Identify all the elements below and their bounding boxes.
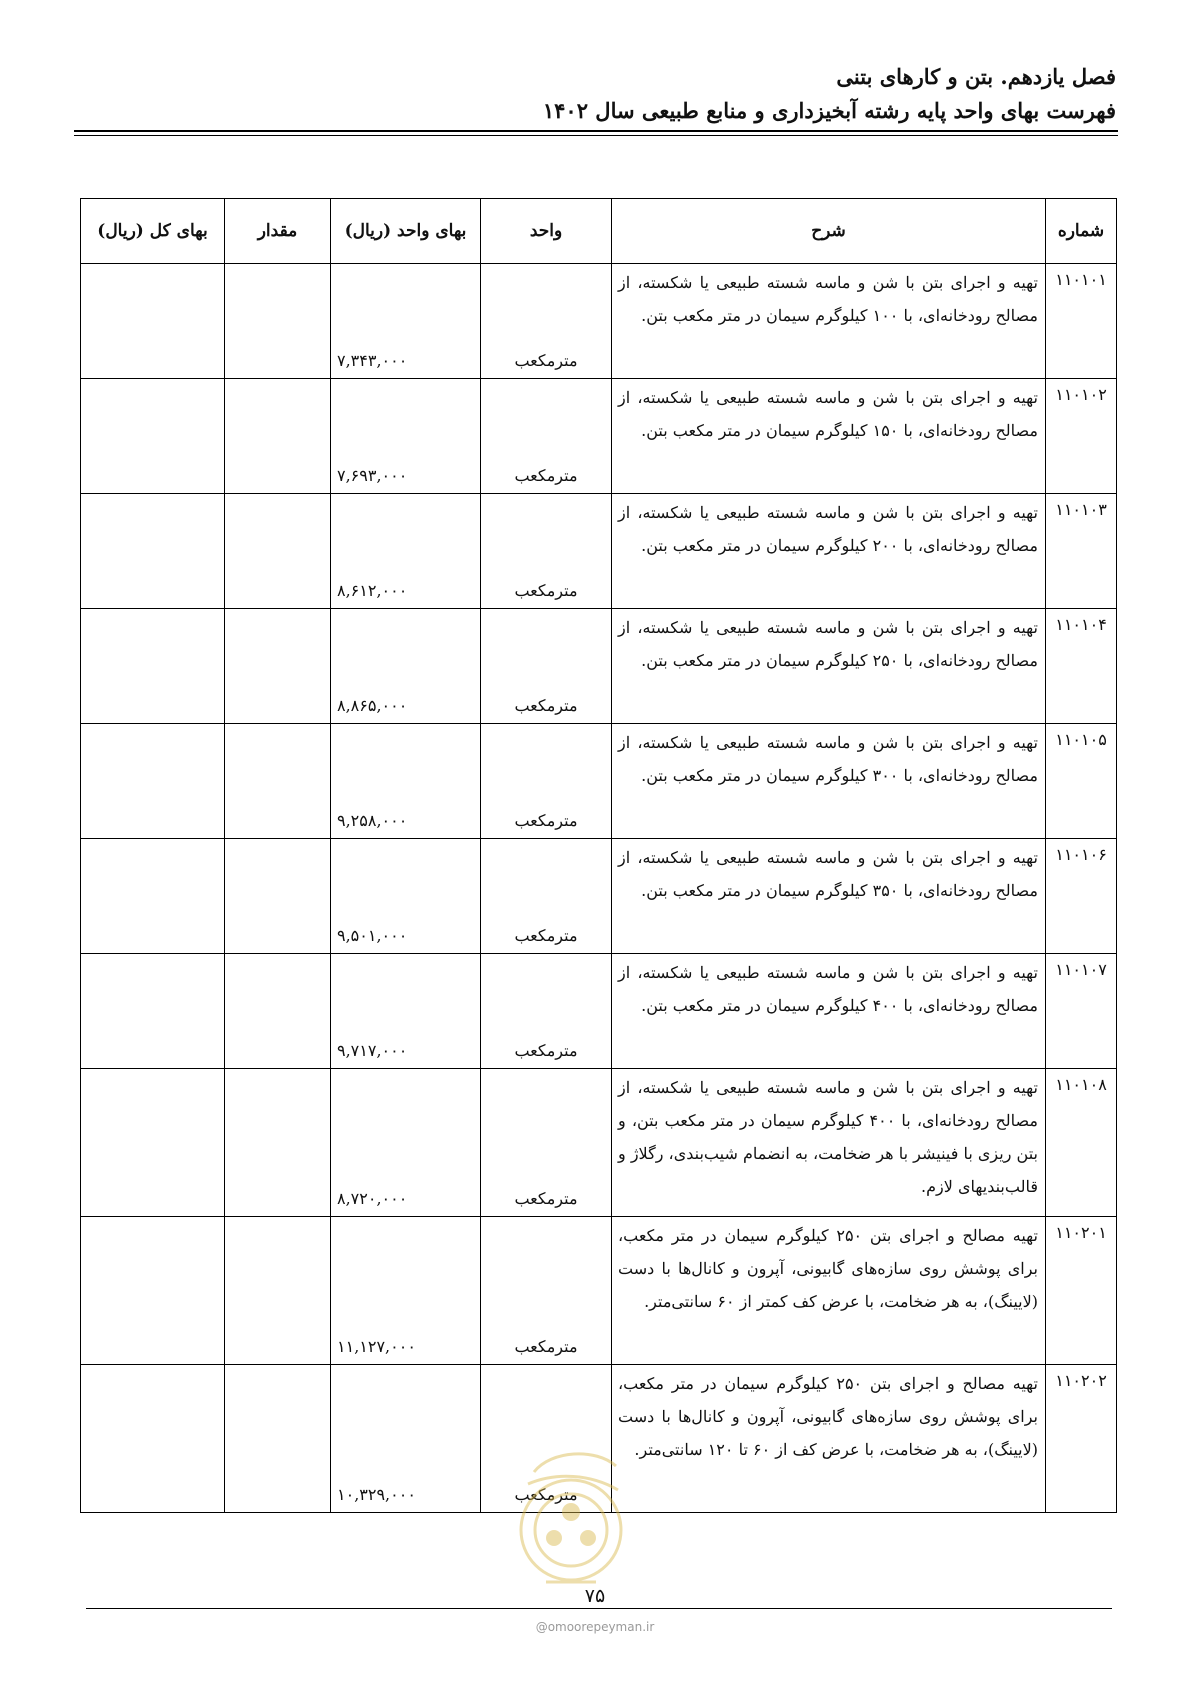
item-code: ۱۱۰۱۰۵ (1046, 724, 1117, 839)
item-unit-price: ۷,۳۴۳,۰۰۰ (331, 264, 481, 379)
item-total-price (81, 724, 225, 839)
item-code: ۱۱۰۱۰۸ (1046, 1069, 1117, 1217)
item-description: تهیه و اجرای بتن با شن و ماسه شسته طبیعی یا شکسته، از مصالح رودخانه‌ای، با ۲۵۰ کیلوگرم سیمان در متر مکعب بتن. (612, 609, 1046, 724)
table-header-row (81, 199, 1117, 264)
item-quantity (225, 1365, 331, 1513)
item-unit-price: ۹,۵۰۱,۰۰۰ (331, 839, 481, 954)
footer-rule (86, 1608, 1112, 1609)
item-code: ۱۱۰۲۰۲ (1046, 1365, 1117, 1513)
table-row (81, 264, 1117, 379)
item-unit: مترمکعب (481, 494, 612, 609)
item-quantity (225, 839, 331, 954)
item-code: ۱۱۰۱۰۷ (1046, 954, 1117, 1069)
item-total-price (81, 494, 225, 609)
table-row (81, 1069, 1117, 1217)
item-total-price (81, 379, 225, 494)
item-quantity (225, 1217, 331, 1365)
item-description: تهیه و اجرای بتن با شن و ماسه شسته طبیعی یا شکسته، از مصالح رودخانه‌ای، با ۳۰۰ کیلوگرم سیمان در متر مکعب بتن. (612, 724, 1046, 839)
table-row (81, 839, 1117, 954)
document-subtitle: فهرست بهای واحد پایه رشته آبخیزداری و منابع طبیعی سال ۱۴۰۲ (542, 98, 1116, 123)
table-row (81, 379, 1117, 494)
item-description: تهیه و اجرای بتن با شن و ماسه شسته طبیعی یا شکسته، از مصالح رودخانه‌ای، با ۴۰۰ کیلوگرم سیمان در متر مکعب بتن، و بتن ریزی با فینیشر با هر ضخامت، به انضمام شیب‌بندی، رگلاژ و قالب‌بندیهای لازم. (612, 1069, 1046, 1217)
item-total-price (81, 1217, 225, 1365)
item-unit-price: ۷,۶۹۳,۰۰۰ (331, 379, 481, 494)
item-total-price (81, 839, 225, 954)
item-code: ۱۱۰۱۰۴ (1046, 609, 1117, 724)
item-unit: مترمکعب (481, 1069, 612, 1217)
item-code: ۱۱۰۱۰۶ (1046, 839, 1117, 954)
item-code: ۱۱۰۱۰۲ (1046, 379, 1117, 494)
item-quantity (225, 724, 331, 839)
table-row (81, 609, 1117, 724)
item-code: ۱۱۰۱۰۳ (1046, 494, 1117, 609)
page-number: ۷۵ (584, 1585, 606, 1607)
watermark-seal (506, 1432, 636, 1607)
item-description: تهیه مصالح و اجرای بتن ۲۵۰ کیلوگرم سیمان در متر مکعب، برای پوشش روی سازه‌های گابیونی، آپرون و کانال‌ها با دست (لایینگ)، به هر ضخامت، با عرض کف از ۶۰ تا ۱۲۰ سانتی‌متر. (612, 1365, 1046, 1513)
item-total-price (81, 1365, 225, 1513)
item-description: تهیه و اجرای بتن با شن و ماسه شسته طبیعی یا شکسته، از مصالح رودخانه‌ای، با ۲۰۰ کیلوگرم سیمان در متر مکعب بتن. (612, 494, 1046, 609)
chapter-title: فصل یازدهم. بتن و کارهای بتنی (836, 64, 1116, 89)
item-quantity (225, 609, 331, 724)
item-description: تهیه و اجرای بتن با شن و ماسه شسته طبیعی یا شکسته، از مصالح رودخانه‌ای، با ۴۰۰ کیلوگرم سیمان در متر مکعب بتن. (612, 954, 1046, 1069)
item-unit-price: ۸,۸۶۵,۰۰۰ (331, 609, 481, 724)
item-unit: مترمکعب (481, 839, 612, 954)
seal-emblem-icon (506, 1432, 636, 1607)
item-quantity (225, 494, 331, 609)
item-description: تهیه مصالح و اجرای بتن ۲۵۰ کیلوگرم سیمان در متر مکعب، برای پوشش روی سازه‌های گابیونی، آپرون و کانال‌ها با دست (لایینگ)، به هر ضخامت، با عرض کف کمتر از ۶۰ سانتی‌متر. (612, 1217, 1046, 1365)
item-description: تهیه و اجرای بتن با شن و ماسه شسته طبیعی یا شکسته، از مصالح رودخانه‌ای، با ۱۵۰ کیلوگرم سیمان در متر مکعب بتن. (612, 379, 1046, 494)
table-row (81, 494, 1117, 609)
item-unit-price: ۱۰,۳۲۹,۰۰۰ (331, 1365, 481, 1513)
item-description: تهیه و اجرای بتن با شن و ماسه شسته طبیعی یا شکسته، از مصالح رودخانه‌ای، با ۳۵۰ کیلوگرم سیمان در متر مکعب بتن. (612, 839, 1046, 954)
item-unit-price: ۹,۲۵۸,۰۰۰ (331, 724, 481, 839)
item-unit: مترمکعب (481, 1365, 612, 1513)
site-watermark-text: @omoorepeyman.ir (535, 1620, 655, 1634)
table-row (81, 1217, 1117, 1365)
item-total-price (81, 609, 225, 724)
header-rule-thick (74, 130, 1118, 132)
item-code: ۱۱۰۲۰۱ (1046, 1217, 1117, 1365)
header-total-price: بهای کل (ریال) (81, 199, 225, 264)
item-code: ۱۱۰۱۰۱ (1046, 264, 1117, 379)
page-header (543, 60, 1116, 128)
header-unit-price: بهای واحد (ریال) (331, 199, 481, 264)
item-total-price (81, 1069, 225, 1217)
item-unit: مترمکعب (481, 264, 612, 379)
header-rule-thin (74, 135, 1118, 136)
item-unit-price: ۱۱,۱۲۷,۰۰۰ (331, 1217, 481, 1365)
item-unit: مترمکعب (481, 724, 612, 839)
item-quantity (225, 954, 331, 1069)
table-row (81, 724, 1117, 839)
item-total-price (81, 954, 225, 1069)
item-quantity (225, 1069, 331, 1217)
item-unit: مترمکعب (481, 1217, 612, 1365)
item-unit: مترمکعب (481, 954, 612, 1069)
item-quantity (225, 264, 331, 379)
item-unit: مترمکعب (481, 379, 612, 494)
item-total-price (81, 264, 225, 379)
header-description: شرح (612, 199, 1046, 264)
header-quantity: مقدار (225, 199, 331, 264)
item-description: تهیه و اجرای بتن با شن و ماسه شسته طبیعی یا شکسته، از مصالح رودخانه‌ای، با ۱۰۰ کیلوگرم سیمان در متر مکعب بتن. (612, 264, 1046, 379)
item-unit-price: ۹,۷۱۷,۰۰۰ (331, 954, 481, 1069)
table-row (81, 954, 1117, 1069)
header-unit: واحد (481, 199, 612, 264)
price-list-table (80, 198, 1117, 1513)
item-unit-price: ۸,۷۲۰,۰۰۰ (331, 1069, 481, 1217)
item-unit-price: ۸,۶۱۲,۰۰۰ (331, 494, 481, 609)
header-code: شماره (1046, 199, 1117, 264)
item-quantity (225, 379, 331, 494)
item-unit: مترمکعب (481, 609, 612, 724)
